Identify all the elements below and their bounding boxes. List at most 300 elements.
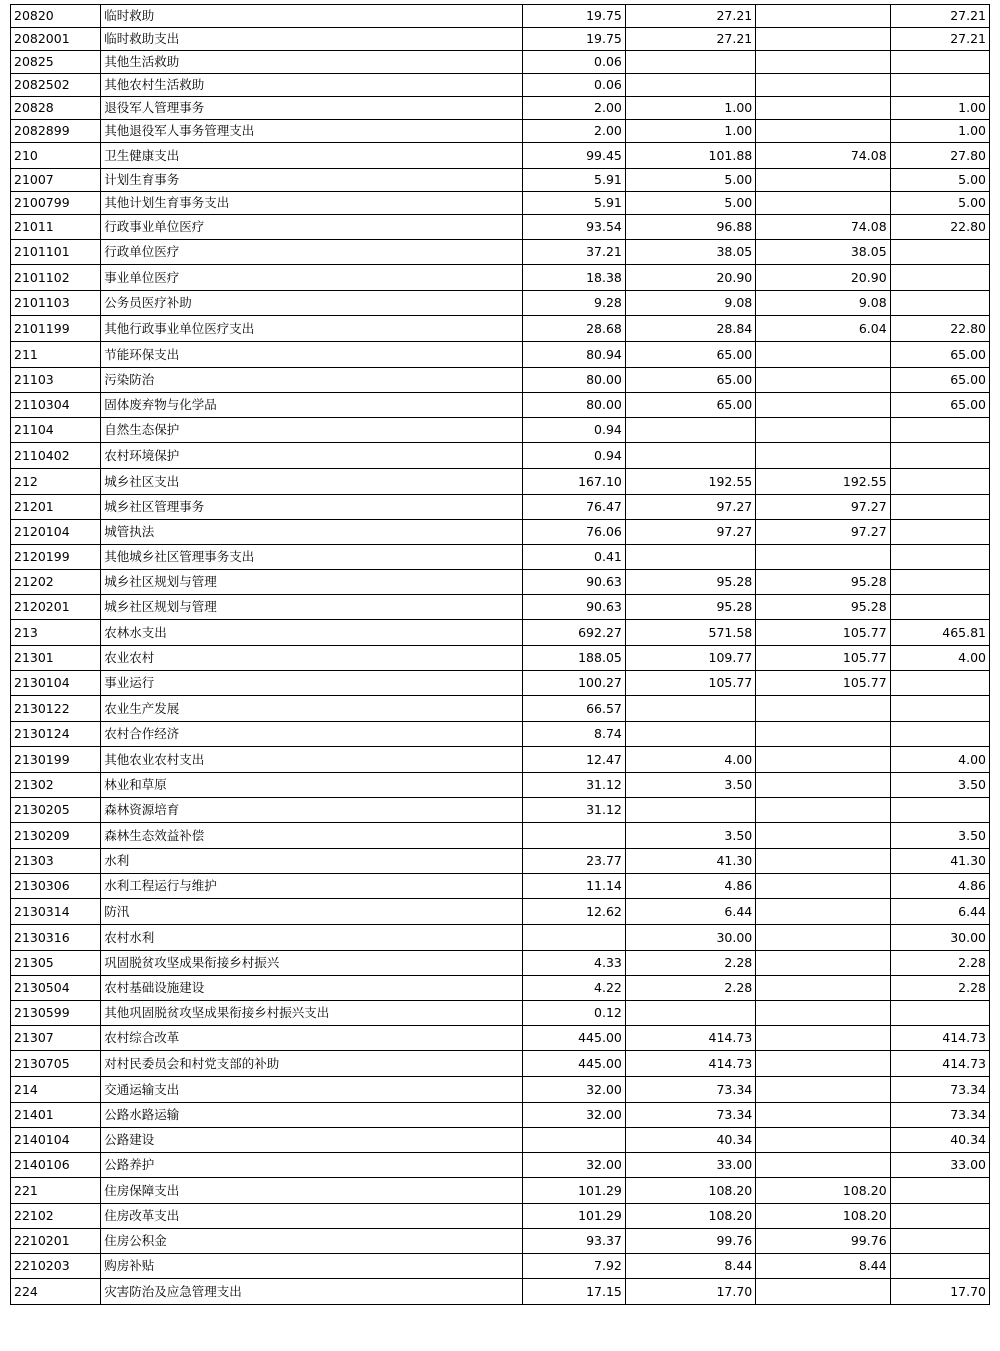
table-row — [11, 1103, 990, 1128]
value-col-1: 0.94 — [522, 418, 625, 443]
value-col-2: 4.00 — [625, 747, 755, 773]
row-name: 城乡社区管理事务 — [101, 495, 522, 520]
value-col-3: 97.27 — [756, 495, 890, 520]
row-code: 21302 — [11, 773, 101, 798]
value-col-1 — [522, 925, 625, 951]
value-col-3 — [756, 874, 890, 899]
value-col-3: 99.76 — [756, 1229, 890, 1254]
row-code: 2100799 — [11, 192, 101, 215]
value-col-3: 108.20 — [756, 1178, 890, 1204]
value-col-3 — [756, 1026, 890, 1051]
value-col-2: 105.77 — [625, 671, 755, 696]
value-col-1: 445.00 — [522, 1051, 625, 1077]
row-name: 农林水支出 — [101, 620, 522, 646]
row-name: 固体废弃物与化学品 — [101, 393, 522, 418]
value-col-3 — [756, 169, 890, 192]
table-row — [11, 443, 990, 469]
row-name: 农村综合改革 — [101, 1026, 522, 1051]
row-name: 住房保障支出 — [101, 1178, 522, 1204]
row-name: 临时救助 — [101, 5, 522, 28]
value-col-1: 19.75 — [522, 28, 625, 51]
row-name: 行政事业单位医疗 — [101, 215, 522, 240]
value-col-2: 3.50 — [625, 823, 755, 849]
value-col-1: 100.27 — [522, 671, 625, 696]
value-col-2: 99.76 — [625, 1229, 755, 1254]
value-col-2: 20.90 — [625, 265, 755, 291]
value-col-4 — [890, 1204, 989, 1229]
value-col-2: 38.05 — [625, 240, 755, 265]
value-col-3 — [756, 1051, 890, 1077]
row-name: 临时救助支出 — [101, 28, 522, 51]
row-code: 2101102 — [11, 265, 101, 291]
value-col-4 — [890, 469, 989, 495]
value-col-4: 465.81 — [890, 620, 989, 646]
value-col-3 — [756, 925, 890, 951]
value-col-3 — [756, 51, 890, 74]
value-col-2: 73.34 — [625, 1077, 755, 1103]
value-col-4 — [890, 291, 989, 316]
row-code: 2130104 — [11, 671, 101, 696]
value-col-3 — [756, 342, 890, 368]
row-name: 灾害防治及应急管理支出 — [101, 1279, 522, 1305]
row-name: 节能环保支出 — [101, 342, 522, 368]
value-col-3: 105.77 — [756, 646, 890, 671]
value-col-3 — [756, 97, 890, 120]
value-col-3 — [756, 798, 890, 823]
value-col-4 — [890, 696, 989, 722]
row-name: 城乡社区支出 — [101, 469, 522, 495]
value-col-1: 31.12 — [522, 773, 625, 798]
row-code: 2130504 — [11, 976, 101, 1001]
value-col-1: 0.41 — [522, 545, 625, 570]
value-col-1: 188.05 — [522, 646, 625, 671]
row-code: 2130306 — [11, 874, 101, 899]
row-code: 21307 — [11, 1026, 101, 1051]
row-name: 对村民委员会和村党支部的补助 — [101, 1051, 522, 1077]
value-col-4: 65.00 — [890, 342, 989, 368]
value-col-4: 33.00 — [890, 1153, 989, 1178]
value-col-4 — [890, 240, 989, 265]
table-row — [11, 570, 990, 595]
value-col-4: 4.00 — [890, 747, 989, 773]
row-code: 2130205 — [11, 798, 101, 823]
row-name: 其他农业农村支出 — [101, 747, 522, 773]
table-row — [11, 316, 990, 342]
value-col-3 — [756, 28, 890, 51]
row-code: 2101199 — [11, 316, 101, 342]
value-col-2: 192.55 — [625, 469, 755, 495]
value-col-1: 76.06 — [522, 520, 625, 545]
value-col-2: 108.20 — [625, 1178, 755, 1204]
table-row — [11, 899, 990, 925]
value-col-2: 73.34 — [625, 1103, 755, 1128]
value-col-4: 414.73 — [890, 1026, 989, 1051]
value-col-1: 167.10 — [522, 469, 625, 495]
value-col-4 — [890, 545, 989, 570]
value-col-2: 1.00 — [625, 120, 755, 143]
value-col-4: 1.00 — [890, 120, 989, 143]
row-name: 计划生育事务 — [101, 169, 522, 192]
row-code: 21103 — [11, 368, 101, 393]
value-col-4 — [890, 570, 989, 595]
value-col-1: 8.74 — [522, 722, 625, 747]
value-col-1: 101.29 — [522, 1178, 625, 1204]
value-col-3 — [756, 747, 890, 773]
row-name: 农业生产发展 — [101, 696, 522, 722]
value-col-2 — [625, 51, 755, 74]
table-row — [11, 646, 990, 671]
table-row — [11, 925, 990, 951]
value-col-3: 97.27 — [756, 520, 890, 545]
row-code: 21305 — [11, 951, 101, 976]
table-row — [11, 747, 990, 773]
table-row — [11, 265, 990, 291]
row-name: 巩固脱贫攻坚成果衔接乡村振兴 — [101, 951, 522, 976]
table-row — [11, 5, 990, 28]
table-row — [11, 849, 990, 874]
value-col-2: 65.00 — [625, 342, 755, 368]
value-col-3: 20.90 — [756, 265, 890, 291]
value-col-1: 0.94 — [522, 443, 625, 469]
value-col-1: 0.12 — [522, 1001, 625, 1026]
value-col-3 — [756, 5, 890, 28]
value-col-4 — [890, 1178, 989, 1204]
row-name: 农村水利 — [101, 925, 522, 951]
value-col-3: 6.04 — [756, 316, 890, 342]
row-code: 2130122 — [11, 696, 101, 722]
row-code: 2130599 — [11, 1001, 101, 1026]
value-col-4 — [890, 1001, 989, 1026]
value-col-4 — [890, 495, 989, 520]
value-col-2: 4.86 — [625, 874, 755, 899]
row-name: 农村环境保护 — [101, 443, 522, 469]
value-col-2: 5.00 — [625, 192, 755, 215]
row-name: 其他农村生活救助 — [101, 74, 522, 97]
value-col-1: 17.15 — [522, 1279, 625, 1305]
row-code: 2130199 — [11, 747, 101, 773]
row-name: 事业单位医疗 — [101, 265, 522, 291]
value-col-1: 31.12 — [522, 798, 625, 823]
value-col-2: 571.58 — [625, 620, 755, 646]
row-code: 214 — [11, 1077, 101, 1103]
value-col-1: 90.63 — [522, 595, 625, 620]
value-col-1: 32.00 — [522, 1103, 625, 1128]
row-name: 交通运输支出 — [101, 1077, 522, 1103]
value-col-2: 95.28 — [625, 570, 755, 595]
value-col-3: 74.08 — [756, 143, 890, 169]
value-col-2: 5.00 — [625, 169, 755, 192]
value-col-2: 2.28 — [625, 951, 755, 976]
value-col-2: 414.73 — [625, 1026, 755, 1051]
table-row — [11, 240, 990, 265]
value-col-2: 65.00 — [625, 393, 755, 418]
row-code: 21011 — [11, 215, 101, 240]
value-col-1: 0.06 — [522, 51, 625, 74]
value-col-1: 80.00 — [522, 368, 625, 393]
value-col-2: 414.73 — [625, 1051, 755, 1077]
table-row — [11, 1279, 990, 1305]
value-col-3 — [756, 849, 890, 874]
value-col-4: 3.50 — [890, 773, 989, 798]
row-name: 其他计划生育事务支出 — [101, 192, 522, 215]
value-col-1 — [522, 823, 625, 849]
table-row — [11, 342, 990, 368]
row-code: 2130314 — [11, 899, 101, 925]
value-col-1: 5.91 — [522, 169, 625, 192]
row-code: 2210201 — [11, 1229, 101, 1254]
value-col-1: 2.00 — [522, 97, 625, 120]
value-col-3: 105.77 — [756, 620, 890, 646]
row-name: 其他巩固脱贫攻坚成果衔接乡村振兴支出 — [101, 1001, 522, 1026]
table-row — [11, 393, 990, 418]
row-name: 城乡社区规划与管理 — [101, 595, 522, 620]
table-row — [11, 97, 990, 120]
value-col-2 — [625, 418, 755, 443]
row-code: 2110304 — [11, 393, 101, 418]
value-col-4 — [890, 595, 989, 620]
table-row — [11, 1204, 990, 1229]
row-code: 21303 — [11, 849, 101, 874]
value-col-2: 41.30 — [625, 849, 755, 874]
table-row — [11, 51, 990, 74]
value-col-4 — [890, 1254, 989, 1279]
row-name: 水利工程运行与维护 — [101, 874, 522, 899]
value-col-4: 3.50 — [890, 823, 989, 849]
value-col-3 — [756, 545, 890, 570]
value-col-1: 12.62 — [522, 899, 625, 925]
row-code: 20820 — [11, 5, 101, 28]
value-col-2 — [625, 798, 755, 823]
table-row — [11, 798, 990, 823]
value-col-2 — [625, 722, 755, 747]
row-name: 公路建设 — [101, 1128, 522, 1153]
row-code: 211 — [11, 342, 101, 368]
value-col-1: 23.77 — [522, 849, 625, 874]
table-row — [11, 192, 990, 215]
row-name: 城乡社区规划与管理 — [101, 570, 522, 595]
value-col-1: 19.75 — [522, 5, 625, 28]
row-code: 2120199 — [11, 545, 101, 570]
value-col-1: 90.63 — [522, 570, 625, 595]
table-row — [11, 169, 990, 192]
value-col-3: 95.28 — [756, 595, 890, 620]
row-name: 林业和草原 — [101, 773, 522, 798]
row-name: 卫生健康支出 — [101, 143, 522, 169]
row-name: 农村基础设施建设 — [101, 976, 522, 1001]
row-name: 水利 — [101, 849, 522, 874]
value-col-1: 32.00 — [522, 1153, 625, 1178]
value-col-3: 108.20 — [756, 1204, 890, 1229]
value-col-1: 99.45 — [522, 143, 625, 169]
row-name: 污染防治 — [101, 368, 522, 393]
value-col-1: 76.47 — [522, 495, 625, 520]
table-row — [11, 1001, 990, 1026]
value-col-3 — [756, 120, 890, 143]
value-col-4 — [890, 74, 989, 97]
table-row — [11, 368, 990, 393]
table-row — [11, 520, 990, 545]
value-col-1: 37.21 — [522, 240, 625, 265]
table-body — [11, 5, 990, 1305]
value-col-1: 18.38 — [522, 265, 625, 291]
value-col-3 — [756, 1128, 890, 1153]
table-row — [11, 215, 990, 240]
row-name: 农村合作经济 — [101, 722, 522, 747]
row-code: 2120201 — [11, 595, 101, 620]
table-row — [11, 1254, 990, 1279]
value-col-4: 40.34 — [890, 1128, 989, 1153]
value-col-4: 2.28 — [890, 976, 989, 1001]
row-name: 住房改革支出 — [101, 1204, 522, 1229]
value-col-1: 32.00 — [522, 1077, 625, 1103]
value-col-3 — [756, 418, 890, 443]
value-col-4: 22.80 — [890, 316, 989, 342]
table-row — [11, 120, 990, 143]
value-col-4: 27.80 — [890, 143, 989, 169]
row-name: 事业运行 — [101, 671, 522, 696]
value-col-2: 97.27 — [625, 495, 755, 520]
value-col-2 — [625, 1001, 755, 1026]
value-col-2 — [625, 545, 755, 570]
value-col-3 — [756, 1077, 890, 1103]
value-col-2: 30.00 — [625, 925, 755, 951]
value-col-2: 109.77 — [625, 646, 755, 671]
row-code: 2101101 — [11, 240, 101, 265]
row-code: 21104 — [11, 418, 101, 443]
value-col-2: 1.00 — [625, 97, 755, 120]
table-row — [11, 291, 990, 316]
row-code: 21007 — [11, 169, 101, 192]
value-col-4 — [890, 1229, 989, 1254]
value-col-1: 4.22 — [522, 976, 625, 1001]
value-col-1: 4.33 — [522, 951, 625, 976]
table-row — [11, 722, 990, 747]
value-col-4: 27.21 — [890, 28, 989, 51]
value-col-2: 3.50 — [625, 773, 755, 798]
row-code: 2082001 — [11, 28, 101, 51]
value-col-3 — [756, 722, 890, 747]
table-row — [11, 874, 990, 899]
value-col-4: 17.70 — [890, 1279, 989, 1305]
value-col-3 — [756, 393, 890, 418]
value-col-3 — [756, 368, 890, 393]
value-col-2: 2.28 — [625, 976, 755, 1001]
value-col-2: 65.00 — [625, 368, 755, 393]
value-col-3: 38.05 — [756, 240, 890, 265]
row-name: 自然生态保护 — [101, 418, 522, 443]
value-col-2: 27.21 — [625, 5, 755, 28]
value-col-2: 6.44 — [625, 899, 755, 925]
value-col-4: 4.00 — [890, 646, 989, 671]
value-col-2: 28.84 — [625, 316, 755, 342]
row-name: 其他退役军人事务管理支出 — [101, 120, 522, 143]
table-row — [11, 495, 990, 520]
row-name: 购房补贴 — [101, 1254, 522, 1279]
value-col-4: 414.73 — [890, 1051, 989, 1077]
row-name: 行政单位医疗 — [101, 240, 522, 265]
row-name: 公路水路运输 — [101, 1103, 522, 1128]
row-code: 2082502 — [11, 74, 101, 97]
value-col-4: 5.00 — [890, 169, 989, 192]
value-col-3: 9.08 — [756, 291, 890, 316]
table-row — [11, 469, 990, 495]
row-code: 221 — [11, 1178, 101, 1204]
row-name: 其他行政事业单位医疗支出 — [101, 316, 522, 342]
table-row — [11, 951, 990, 976]
row-code: 20825 — [11, 51, 101, 74]
value-col-1: 93.37 — [522, 1229, 625, 1254]
table-row — [11, 696, 990, 722]
row-name: 其他城乡社区管理事务支出 — [101, 545, 522, 570]
table-row — [11, 418, 990, 443]
value-col-2: 17.70 — [625, 1279, 755, 1305]
table-row — [11, 143, 990, 169]
value-col-3 — [756, 773, 890, 798]
table-row — [11, 773, 990, 798]
row-code: 20828 — [11, 97, 101, 120]
table-row — [11, 545, 990, 570]
row-name: 城管执法 — [101, 520, 522, 545]
value-col-4: 27.21 — [890, 5, 989, 28]
row-code: 2082899 — [11, 120, 101, 143]
value-col-1: 101.29 — [522, 1204, 625, 1229]
row-code: 210 — [11, 143, 101, 169]
value-col-4 — [890, 418, 989, 443]
value-col-3 — [756, 823, 890, 849]
row-name: 公务员医疗补助 — [101, 291, 522, 316]
value-col-1: 2.00 — [522, 120, 625, 143]
value-col-3: 8.44 — [756, 1254, 890, 1279]
value-col-4: 65.00 — [890, 393, 989, 418]
value-col-4 — [890, 265, 989, 291]
value-col-4 — [890, 51, 989, 74]
row-code: 21201 — [11, 495, 101, 520]
value-col-4: 4.86 — [890, 874, 989, 899]
table-row — [11, 1153, 990, 1178]
table-row — [11, 1077, 990, 1103]
value-col-1: 0.06 — [522, 74, 625, 97]
value-col-2 — [625, 443, 755, 469]
row-code: 2130124 — [11, 722, 101, 747]
value-col-4 — [890, 722, 989, 747]
row-name: 农业农村 — [101, 646, 522, 671]
value-col-1 — [522, 1128, 625, 1153]
value-col-4: 1.00 — [890, 97, 989, 120]
value-col-3 — [756, 1103, 890, 1128]
row-code: 224 — [11, 1279, 101, 1305]
value-col-4: 65.00 — [890, 368, 989, 393]
table-row — [11, 976, 990, 1001]
value-col-4: 22.80 — [890, 215, 989, 240]
value-col-3 — [756, 74, 890, 97]
value-col-1: 9.28 — [522, 291, 625, 316]
value-col-2: 8.44 — [625, 1254, 755, 1279]
value-col-4: 73.34 — [890, 1103, 989, 1128]
table-row — [11, 1026, 990, 1051]
value-col-1: 5.91 — [522, 192, 625, 215]
value-col-1: 7.92 — [522, 1254, 625, 1279]
value-col-4: 41.30 — [890, 849, 989, 874]
value-col-3 — [756, 192, 890, 215]
value-col-1: 93.54 — [522, 215, 625, 240]
value-col-1: 692.27 — [522, 620, 625, 646]
value-col-4 — [890, 443, 989, 469]
row-code: 2210203 — [11, 1254, 101, 1279]
table-row — [11, 595, 990, 620]
value-col-4: 5.00 — [890, 192, 989, 215]
value-col-1: 66.57 — [522, 696, 625, 722]
row-code: 2140106 — [11, 1153, 101, 1178]
